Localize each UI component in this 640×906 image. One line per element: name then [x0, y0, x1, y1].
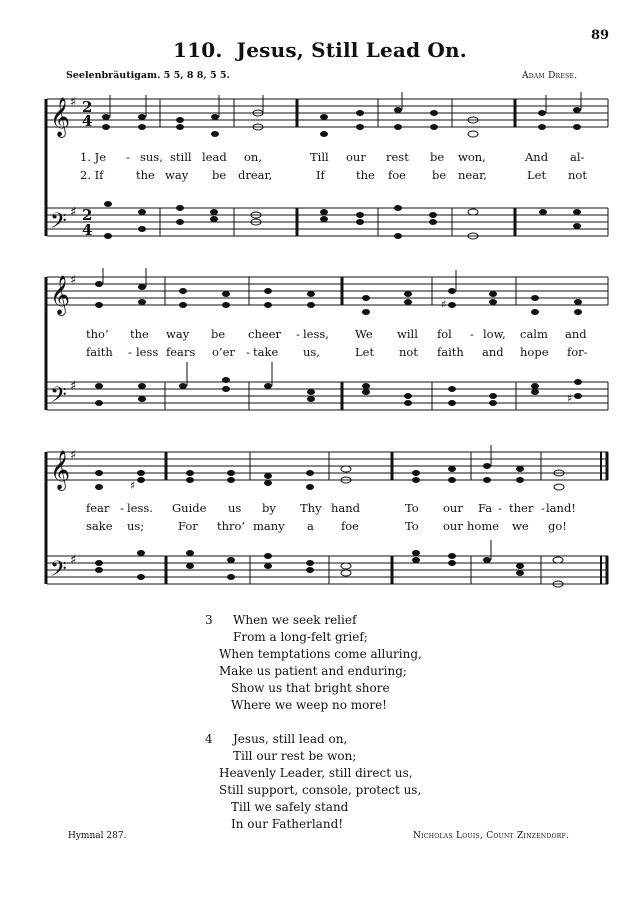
lyric-syllable: hope: [520, 345, 549, 359]
sharp-icon: ♯: [70, 205, 77, 220]
lyric-syllable: still: [170, 150, 192, 164]
lyric-syllable: cheer: [248, 327, 281, 341]
treble-clef-icon: 𝄞: [50, 275, 71, 315]
lyric-syllable: For: [178, 519, 198, 533]
lyric-line-verse-1-system-2: [0, 327, 640, 343]
author-credit: Nicholas Louis, Count Zinzendorf.: [413, 831, 570, 841]
lyric-line-verse-2-system-2: [0, 345, 640, 361]
lyric-syllable: drear,: [238, 168, 273, 182]
treble-clef-icon: 𝄞: [50, 97, 71, 137]
sharp-icon: ♯: [70, 553, 77, 568]
lyric-syllable: less,: [303, 327, 329, 341]
lyric-syllable: hand: [331, 501, 361, 515]
lyric-syllable: land!: [546, 501, 576, 515]
lyric-syllable: less.: [127, 501, 153, 515]
syllable-hyphen: -: [128, 345, 132, 359]
tune-name-meter: Seelenbräutigam. 5 5, 8 8, 5 5.: [66, 70, 230, 81]
lyric-syllable: will: [397, 327, 418, 341]
stanza-line: Jesus, still lead on,: [233, 732, 348, 746]
lyric-syllable: Guide: [172, 501, 207, 515]
stanza-line: Till our rest be won;: [233, 749, 357, 763]
hymn-number: 110.: [173, 38, 223, 62]
lyric-syllable: the: [136, 168, 155, 182]
lyric-syllable: Fa: [478, 501, 493, 515]
syllable-hyphen: -: [120, 501, 124, 515]
lyric-syllable: foe: [388, 168, 406, 182]
lyric-syllable: our: [346, 150, 366, 164]
lyric-syllable: To: [405, 501, 419, 515]
lyric-syllable: ther: [509, 501, 534, 515]
lyric-syllable: won,: [458, 150, 486, 164]
svg-text:♯: ♯: [441, 298, 447, 311]
lyric-syllable: be: [430, 150, 445, 164]
lyric-syllable: And: [525, 150, 549, 164]
lyric-line-verse-2-system-3: [0, 519, 640, 535]
syllable-hyphen: -: [541, 501, 545, 515]
syllable-hyphen: -: [126, 150, 130, 164]
lyric-syllable: faith: [437, 345, 464, 359]
lyric-syllable: tho’: [86, 327, 109, 341]
lyric-syllable: way: [166, 327, 190, 341]
svg-text:4: 4: [82, 112, 93, 130]
syllable-hyphen: -: [498, 501, 502, 515]
lyric-syllable: Thy: [300, 501, 322, 515]
lyric-syllable: by: [262, 501, 276, 515]
bass-clef-icon: 𝄢: [50, 557, 67, 587]
stanza-line: Show us that bright shore: [231, 681, 390, 695]
svg-text:4: 4: [82, 221, 93, 239]
lyric-syllable: for-: [567, 345, 588, 359]
lyric-syllable: lead: [202, 150, 227, 164]
lyric-syllable: a: [307, 519, 314, 533]
lyric-syllable: and: [482, 345, 504, 359]
stanza-line: When we seek relief: [233, 613, 357, 627]
lyric-syllable: home: [467, 519, 500, 533]
lyric-syllable: our: [443, 519, 463, 533]
lyric-syllable: and: [565, 327, 587, 341]
lyric-line-verse-1-system-1: [0, 150, 640, 166]
lyric-syllable: be: [211, 327, 226, 341]
stanza-line: From a long-felt grief;: [233, 630, 368, 644]
syllable-hyphen: -: [296, 327, 300, 341]
lyric-syllable: go!: [548, 519, 567, 533]
stanza-line: When temptations come alluring,: [219, 647, 422, 661]
lyric-syllable: us,: [303, 345, 320, 359]
hymn-title-text: Jesus, Still Lead On.: [236, 38, 467, 62]
composer-credit: Adam Drese.: [522, 71, 578, 81]
sharp-icon: ♯: [70, 448, 77, 463]
stanza-line: Still support, console, protect us,: [219, 783, 422, 797]
lyric-syllable: sake: [86, 519, 113, 533]
sharp-icon: ♯: [70, 273, 77, 288]
lyric-syllable: the: [130, 327, 149, 341]
lyric-syllable: al-: [570, 150, 585, 164]
treble-clef-icon: 𝄞: [50, 450, 71, 490]
lyric-syllable: our: [443, 501, 463, 515]
svg-text:♯: ♯: [130, 479, 136, 492]
stanza-number: 3: [205, 613, 213, 627]
lyric-line-verse-1-system-3: [0, 501, 640, 517]
lyric-syllable: If: [316, 168, 325, 182]
lyric-syllable: rest: [386, 150, 409, 164]
svg-text:2: 2: [82, 98, 93, 116]
lyric-syllable: faith: [86, 345, 113, 359]
stanza-4: [205, 731, 505, 841]
svg-text:♯: ♯: [567, 392, 573, 405]
lyric-syllable: low,: [483, 327, 506, 341]
lyric-syllable: the: [356, 168, 375, 182]
lyric-syllable: o’er: [212, 345, 235, 359]
syllable-hyphen: -: [470, 327, 474, 341]
lyric-syllable: us;: [127, 519, 145, 533]
syllable-hyphen: -: [246, 345, 250, 359]
lyric-syllable: way: [165, 168, 189, 182]
lyric-syllable: not: [399, 345, 418, 359]
sharp-icon: ♯: [70, 95, 77, 110]
stanza-line: Till we safely stand: [231, 800, 349, 814]
lyric-syllable: fol: [437, 327, 452, 341]
lyric-syllable: many: [253, 519, 285, 533]
hymnal-reference: Hymnal 287.: [68, 831, 127, 841]
lyric-line-verse-2-system-1: [0, 168, 640, 184]
lyric-syllable: less: [136, 345, 159, 359]
lyric-syllable: Let: [355, 345, 375, 359]
lyric-syllable: near,: [458, 168, 487, 182]
lyric-syllable: not: [568, 168, 587, 182]
lyric-syllable: Let: [527, 168, 547, 182]
stanza-line: Make us patient and enduring;: [219, 664, 407, 678]
lyric-syllable: on,: [244, 150, 262, 164]
stanza-line: Where we weep no more!: [231, 698, 388, 712]
stanza-3: [205, 612, 505, 722]
lyric-syllable: be: [432, 168, 447, 182]
lyric-syllable: 2. If: [80, 168, 104, 182]
lyric-syllable: us: [228, 501, 242, 515]
bass-clef-icon: 𝄢: [50, 209, 67, 239]
lyric-syllable: calm: [520, 327, 548, 341]
lyric-syllable: 1. Je: [80, 150, 107, 164]
lyric-syllable: foe: [341, 519, 359, 533]
stanza-number: 4: [205, 732, 213, 746]
sharp-icon: ♯: [70, 379, 77, 394]
lyric-syllable: fears: [166, 345, 196, 359]
lyric-syllable: sus,: [140, 150, 163, 164]
lyric-syllable: we: [512, 519, 529, 533]
lyric-syllable: To: [405, 519, 419, 533]
lyric-syllable: thro’: [217, 519, 246, 533]
lyric-syllable: be: [212, 168, 227, 182]
stanza-line: In our Fatherland!: [231, 817, 344, 831]
lyric-syllable: Till: [310, 150, 329, 164]
lyric-syllable: take: [253, 345, 279, 359]
hymn-title: [0, 38, 640, 62]
bass-clef-icon: 𝄢: [50, 383, 67, 413]
lyric-syllable: We: [355, 327, 373, 341]
page-number: 89: [591, 28, 610, 43]
lyric-syllable: fear: [86, 501, 110, 515]
stanza-line: Heavenly Leader, still direct us,: [219, 766, 413, 780]
svg-text:2: 2: [82, 206, 93, 224]
